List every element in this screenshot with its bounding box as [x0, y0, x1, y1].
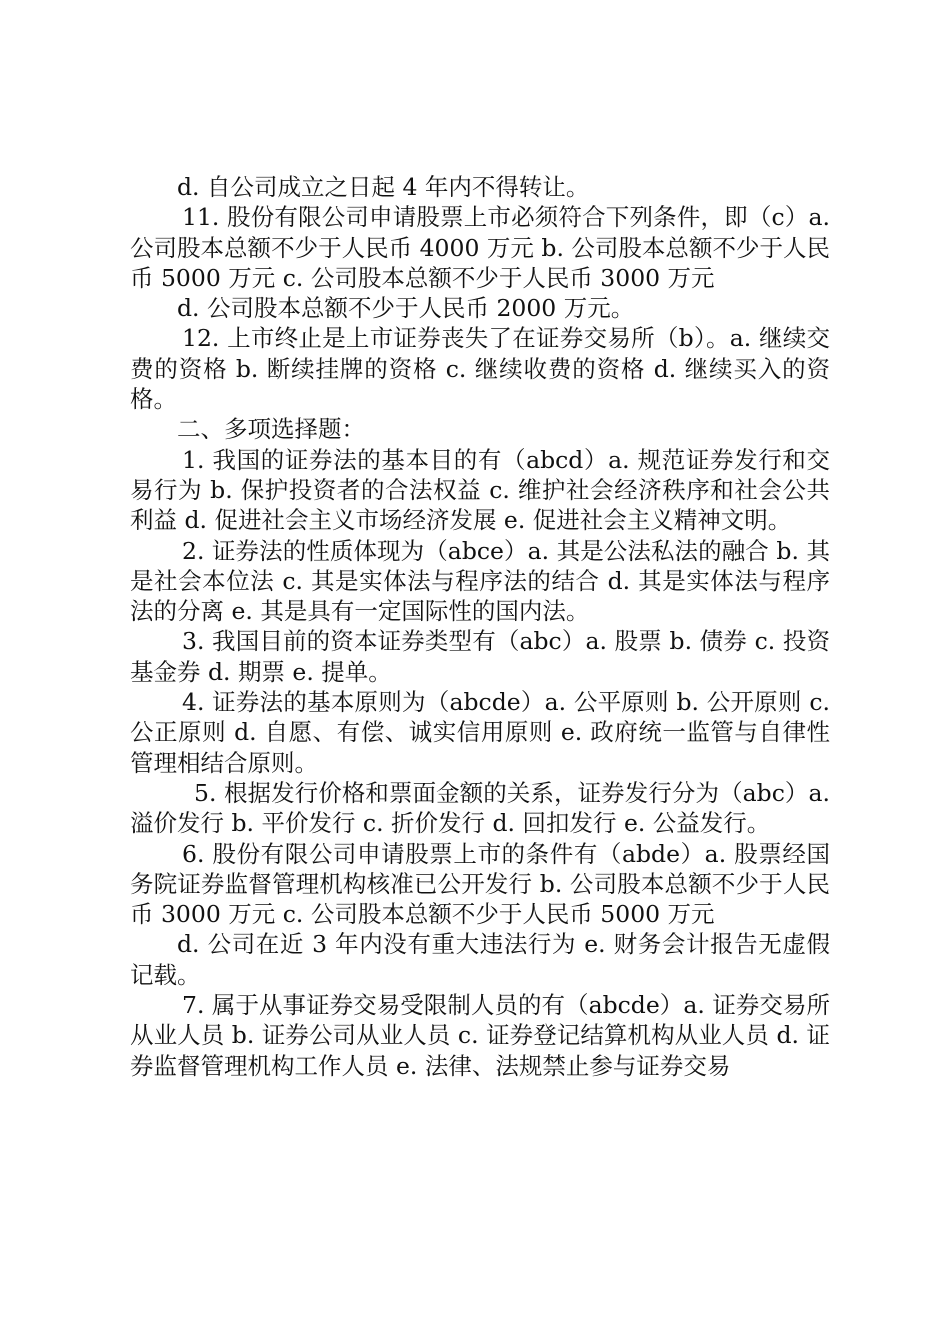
multi-question-2: 2. 证券法的性质体现为（abce）a. 其是公法私法的融合 b. 其是社会本位法 c. 其是实体法与程序法的结合 d. 其是实体法与程序法的分离 e. 其是具有一定国际性的国内法。 [130, 536, 830, 626]
question-11-option-d: d. 公司股本总额不少于人民币 2000 万元。 [177, 294, 635, 323]
multi-question-6: 6. 股份有限公司申请股票上市的条件有（abde）a. 股票经国务院证券监督管理机构核准已公开发行 b. 公司股本总额不少于人民币 3000 万元 c. 公司股本总额不少于人民币 5000 万元 [130, 839, 830, 929]
multi-question-7: 7. 属于从事证券交易受限制人员的有（abcde）a. 证券交易所从业人员 b. 证券公司从业人员 c. 证券登记结算机构从业人员 d. 证券监督管理机构工作人员 e. 法律、法规禁止参与证券交易 [130, 991, 830, 1080]
multi-question-5: 5. 根据发行价格和票面金额的关系，证券发行分为（abc）a. 溢价发行 b. 平价发行 c. 折价发行 d. 回扣发行 e. 公益发行。 [130, 778, 830, 838]
multi-question-3: 3. 我国目前的资本证券类型有（abc）a. 股票 b. 债券 c. 投资基金券 d. 期票 e. 提单。 [130, 627, 830, 686]
paragraph-item-10-option-d: d. 自公司成立之日起 4 年内不得转让。 [177, 173, 590, 201]
multi-question-1: 1. 我国的证券法的基本目的有（abcd）a. 规范证券发行和交易行为 b. 保护投资者的合法权益 c. 维护社会经济秩序和社会公共利益 d. 促进社会主义市场经济发展 e. 促进社会主义精神文明。 [130, 445, 830, 535]
multi-question-6-option-d: d. 公司在近 3 年内没有重大违法行为 e. 财务会计报告无虚假记载。 [130, 930, 830, 989]
section-heading-multiple-choice: 二、多项选择题： [177, 415, 365, 444]
document-body [130, 172, 830, 1081]
question-11: 11. 股份有限公司申请股票上市必须符合下列条件，即（c）a. 公司股本总额不少于人民币 4000 万元 b. 公司股本总额不少于人民币 5000 万元 c. 公司股本总额不少于人民币 3000 万元 [130, 203, 830, 292]
multi-question-4: 4. 证券法的基本原则为（abcde）a. 公平原则 b. 公开原则 c. 公正原则 d. 自愿、有偿、诚实信用原则 e. 政府统一监管与自律性管理相结合原则。 [130, 688, 830, 777]
question-12: 12. 上市终止是上市证券丧失了在证券交易所（b）。a. 继续交费的资格 b. 断续挂牌的资格 c. 继续收费的资格 d. 继续买入的资格。 [130, 324, 830, 414]
